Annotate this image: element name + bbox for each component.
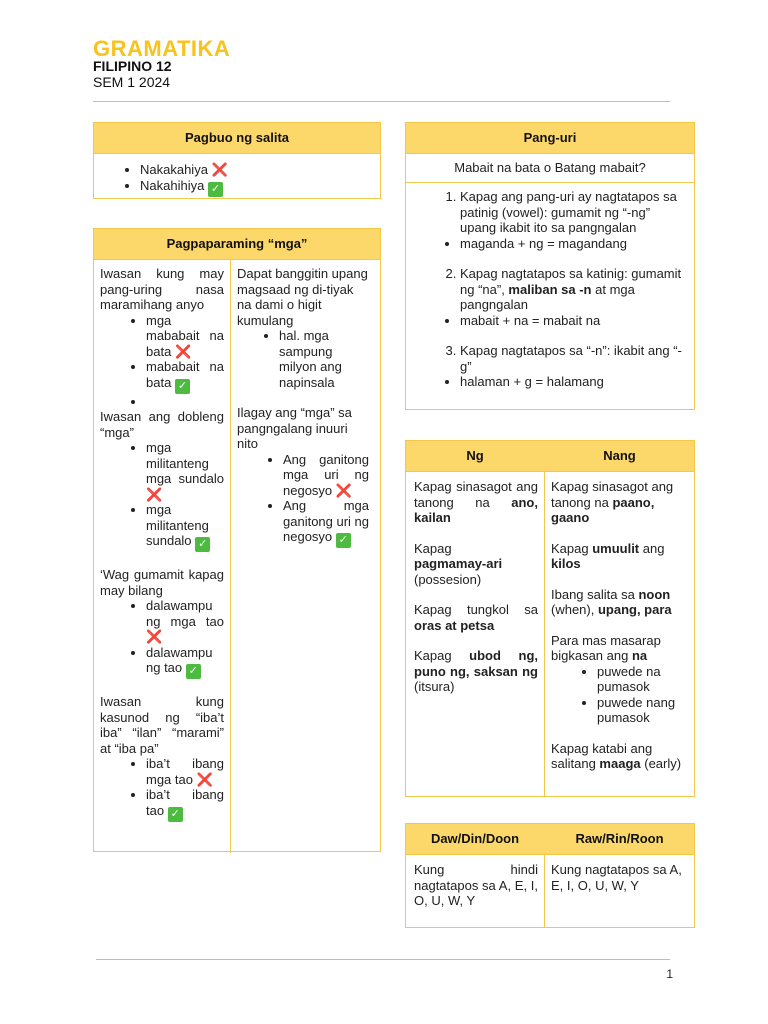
list-item: • Ang ganitong mga uri ng negosyo ❌ [283, 452, 369, 499]
pagbuo-heading: Pagbuo ng salita [94, 123, 380, 154]
column-divider [544, 472, 545, 797]
column-divider [544, 855, 545, 928]
list-item: • iba’t ibang tao ✓ [146, 787, 224, 822]
list-item [146, 394, 224, 410]
check-mark-icon: ✓ [336, 533, 351, 548]
ng-column [414, 479, 538, 695]
semester-label: SEM 1 2024 [93, 74, 171, 90]
nang-rule: Para mas masarap bigkasan ang na [551, 632, 661, 663]
check-mark-icon: ✓ [175, 379, 190, 394]
ng-rule: Kapag pagmamay-ari (possesion) [414, 540, 503, 587]
panguri-question: Mabait na bata o Batang mabait? [406, 154, 694, 183]
list-item: • Nakakahiya ❌ [140, 162, 380, 178]
panguri-table [405, 122, 695, 410]
mga-right-column: Dapat banggitin upang magsaad ng di-tiyak na dami o higit kumulang • hal. mga sampung milyon ang napinsala Ilagay ang “mga” sa pangngalang inuuri nito • Ang ganitong mga uri ng negosyo ❌ • Ang mga ganitong uri ng negosyo ✓ [237, 266, 369, 548]
footer-divider [96, 959, 670, 960]
list-item: • mabait + na = mabait na [460, 313, 684, 329]
list-item: 1. Kapag ang pang-uri ay nagtatapos sa patinig (vowel): gumamit ng “-ng” upang ikabit ito sa pangngalan [460, 189, 684, 236]
wrong-mark-icon: ❌ [211, 162, 228, 177]
ng-heading: Ng [466, 448, 484, 463]
daw-rule: Kung hindi nagtatapos sa A, E, I, O, U, W, Y [414, 862, 538, 908]
wrong-mark-icon: ❌ [174, 343, 192, 359]
ng-rule: Kapag sinasagot ang tanong na ano, kailan [414, 479, 538, 525]
nang-rule: Kapag katabi ang salitang maaga (early) [551, 740, 682, 771]
nang-rule: Kapag umuulit ang kilos [551, 540, 665, 571]
check-mark-icon: ✓ [168, 807, 183, 822]
list-item: • puwede na pumasok [597, 664, 691, 695]
raw-heading: Raw/Rin/Roon [575, 831, 664, 846]
wrong-mark-icon: ❌ [335, 482, 352, 498]
list-item: • maganda + ng = magandang [460, 236, 684, 252]
mga-heading: Pagpaparaming “mga” [94, 229, 380, 260]
page-number: 1 [666, 967, 673, 981]
panguri-heading: Pang-uri [406, 123, 694, 154]
nang-heading: Nang [603, 448, 636, 463]
mga-left-column: Iwasan kung may pang-uring nasa maramihang anyo • mga mababait na bata ❌ • mababait na bata ✓ • Iwasan ang dobleng “mga” • mga militanteng mga sundalo ❌ • mga militanteng sundalo ✓ ‘Wag gumamit kapag may bilang • dalawampu ng mga tao ❌ • dalawampu ng tao ✓ Iwasan kung kasunod ng “iba’t iba” “ilan” “marami” at “iba pa” • iba’t ibang mga tao ❌ • iba’t ibang tao ✓ [100, 266, 224, 822]
wrong-mark-icon: ❌ [146, 486, 163, 502]
column-divider [230, 260, 231, 853]
list-item: • Ang mga ganitong uri ng negosyo ✓ [283, 498, 369, 548]
list-item: • mga militanteng mga sundalo ❌ [146, 440, 224, 502]
mga-table [93, 228, 381, 852]
ng-rule: Kapag tungkol sa oras at petsa [414, 602, 538, 633]
wrong-mark-icon: ❌ [146, 629, 163, 644]
check-mark-icon: ✓ [195, 537, 210, 552]
list-item: • mga militanteng sundalo ✓ [146, 502, 224, 552]
header-divider [93, 101, 670, 102]
list-item: 2. Kapag nagtatapos sa katinig: gumamit ng “na”, maliban sa -n at mga pangngalan [460, 266, 684, 313]
pagbuo-table [93, 122, 381, 199]
ng-nang-table [405, 440, 695, 797]
list-item: • dalawampu ng tao ✓ [146, 645, 224, 680]
wrong-mark-icon: ❌ [196, 771, 213, 787]
list-item: • mga mababait na bata ❌ [146, 313, 224, 360]
list-item: • hal. mga sampung milyon ang napinsala [279, 328, 369, 390]
list-item: 3. Kapag nagtatapos sa “-n”: ikabit ang “-g” [460, 343, 684, 374]
nang-column [551, 479, 691, 772]
list-item: • mababait na bata ✓ [146, 359, 224, 394]
list-item: • halaman + g = halamang [460, 374, 684, 390]
ng-rule: Kapag ubod ng, puno ng, saksan ng (itsura) [414, 648, 539, 694]
list-item: • puwede nang pumasok [597, 695, 691, 726]
document-subtitle: FILIPINO 12 [93, 58, 172, 74]
check-mark-icon: ✓ [186, 664, 201, 679]
check-mark-icon: ✓ [208, 182, 223, 197]
list-item: • Nakahihiya ✓ [140, 178, 380, 197]
list-item: • dalawampu ng mga tao ❌ [146, 598, 224, 645]
daw-heading: Daw/Din/Doon [430, 831, 520, 846]
list-item: • iba’t ibang mga tao ❌ [146, 756, 224, 787]
nang-rule: Kapag sinasagot ang tanong na paano, gaano [551, 479, 674, 525]
daw-raw-table [405, 823, 695, 928]
raw-rule: Kung nagtatapos sa A, E, I, O, U, W, Y [551, 862, 682, 893]
nang-rule: Ibang salita sa noon (when), upang, para [551, 586, 672, 617]
document-title: GRAMATIKA [93, 36, 231, 61]
